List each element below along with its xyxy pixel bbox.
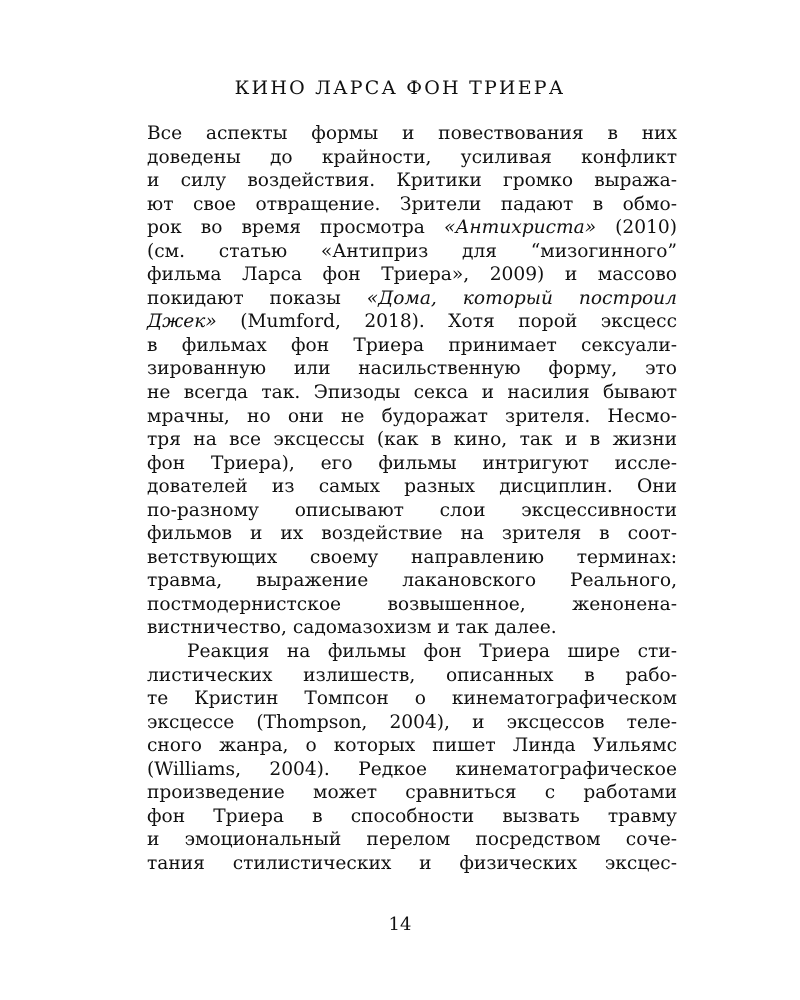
text-line: фон Триера в способности вызвать травму — [147, 805, 677, 827]
page-number: 14 — [388, 914, 412, 935]
text-line: Реакция на фильмы фон Триера шире сти- — [187, 641, 677, 663]
text-line: не всегда так. Эпизоды секса и насилия бывают — [147, 382, 677, 404]
text-line: (Williams, 2004). Редкое кинематографическое — [147, 758, 677, 780]
text-line: зированную или насильственную форму, это — [147, 358, 677, 380]
text-line: в фильмах фон Триера принимает сексуали- — [147, 334, 677, 356]
text-line: сного жанра, о которых пишет Линда Уильямс — [147, 735, 677, 757]
text-line: ветствующих своему направлению терминах: — [147, 546, 677, 568]
text-line: и силу воздействия. Критики громко выража- — [147, 170, 677, 192]
text-line: мрачны, но они не будоражат зрителя. Несмо- — [147, 405, 677, 427]
body-text — [147, 122, 677, 876]
text-line: листических излишеств, описанных в рабо- — [147, 664, 677, 686]
text-line: и эмоциональный перелом посредством соче- — [147, 829, 677, 851]
text-line: вистничество, садомазохизм и так далее. — [147, 617, 557, 639]
text-line: тря на все эксцессы (как в кино, так и в жизни — [147, 429, 677, 451]
text-line: (см. статью «Антиприз для “мизогинного” — [147, 240, 677, 262]
text-line: покидают показы «Дома, который построил — [147, 287, 677, 309]
text-line: дователей из самых разных дисциплин. Они — [147, 476, 677, 498]
text-line: фон Триера), его фильмы интригуют иссле- — [147, 452, 677, 474]
text-line: фильмов и их воздействие на зрителя в соот- — [147, 523, 677, 545]
text-line: доведены до крайности, усиливая конфликт — [147, 146, 677, 168]
running-head: КИНО ЛАРСА ФОН ТРИЕРА — [234, 77, 566, 99]
text-line: тания стилистических и физических эксцес- — [147, 852, 677, 874]
text-line: постмодернистское возвышенное, женонена- — [147, 593, 677, 615]
text-line: ют свое отвращение. Зрители падают в обмо- — [147, 193, 677, 215]
text-line: Все аспекты формы и повествования в них — [147, 123, 677, 144]
text-line: фильма Ларса фон Триера», 2009) и массово — [147, 264, 677, 286]
text-line: травма, выражение лакановского Реального, — [147, 570, 677, 592]
text-line: рок во время просмотра «Антихриста» (2010) — [147, 217, 677, 239]
text-line: произведение может сравниться с работами — [147, 782, 677, 804]
text-line: Джек» (Mumford, 2018). Хотя порой эксцесс — [147, 311, 677, 333]
text-line: те Кристин Томпсон о кинематографическом — [147, 688, 677, 710]
text-line: по-разному описывают слои эксцессивности — [147, 499, 677, 521]
text-line: эксцессе (Thompson, 2004), и эксцессов теле- — [147, 711, 677, 733]
